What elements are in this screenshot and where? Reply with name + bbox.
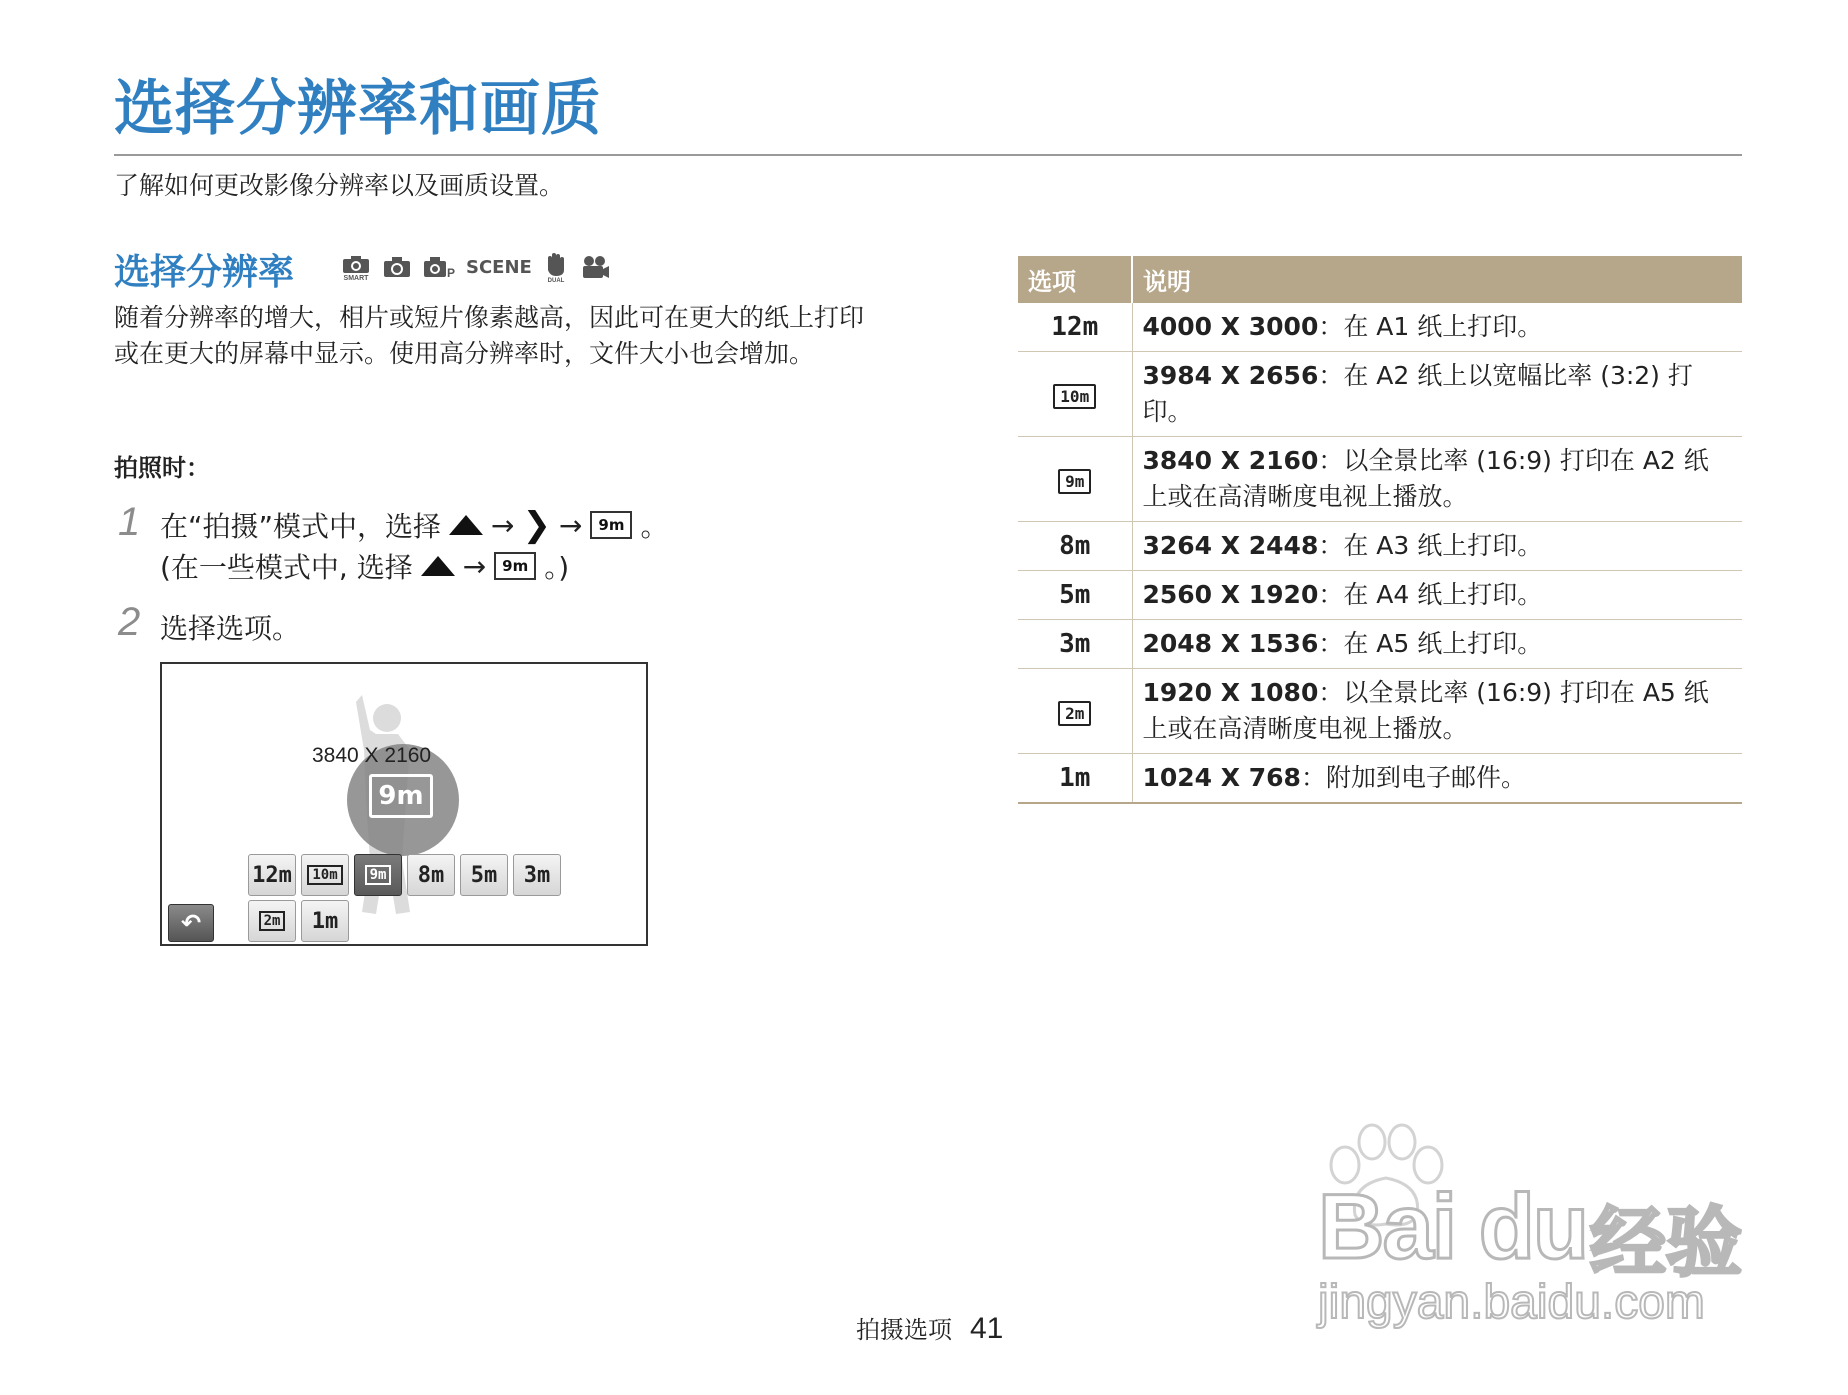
option-icon-cell (1018, 571, 1132, 620)
table-row (1018, 437, 1742, 522)
resolution-2m-icon: 2m (1058, 701, 1091, 726)
step-1-line-2 (160, 546, 569, 586)
resolution-value: 3840 X 2160 (1142, 446, 1319, 475)
option-description-cell (1132, 754, 1742, 804)
section-heading: 选择分辨率 (114, 252, 295, 293)
resolution-10m-label: 10m (307, 865, 342, 885)
page-title: 选择分辨率和画质 (114, 74, 602, 144)
smart-auto-icon (340, 252, 372, 282)
resolution-9m-label: 9m (365, 865, 392, 885)
step-2-text: 选择选项。 (160, 612, 301, 645)
title-divider (114, 154, 1742, 156)
step-1-number: 1 (118, 500, 141, 544)
resolution-value: 2048 X 1536 (1142, 629, 1319, 658)
option-icon-cell (1018, 754, 1132, 804)
table-row (1018, 669, 1742, 754)
resolution-9m-icon: 9m (590, 511, 632, 539)
resolution-3m-button[interactable]: 3m (513, 854, 561, 896)
option-icon-cell (1018, 352, 1132, 437)
option-description-cell (1132, 669, 1742, 754)
resolution-value: 1920 X 1080 (1142, 678, 1319, 707)
dual-is-icon (542, 252, 570, 282)
step-1-suffix: 。 (640, 510, 669, 543)
table-header-row (1018, 256, 1742, 303)
camera-icon (382, 252, 412, 282)
resolution-2m-button[interactable] (248, 900, 296, 942)
movie-icon (580, 252, 610, 282)
intro-paragraph: 随着分辨率的增大，相片或短片像素越高，因此可在更大的纸上打印或在更大的屏幕中显示。使用高分辨率时，文件大小也会增加。 (114, 303, 865, 368)
column-header-description: 说明 (1132, 256, 1742, 303)
step-1-note-suffix: 。) (544, 551, 570, 584)
resolution-description: ：在 A4 纸上打印。 (1318, 580, 1543, 609)
table-row (1018, 571, 1742, 620)
scene-mode-label: SCENE (466, 256, 532, 278)
option-icon-cell (1018, 437, 1132, 522)
right-arrow-icon: → (491, 508, 515, 542)
watermark-url: jingyan.baidu.com (1318, 1276, 1705, 1329)
resolution-10m-icon: 10m (1053, 384, 1096, 409)
resolution-2m-label: 2m (259, 911, 286, 931)
resolution-description: ：附加到电子邮件。 (1300, 763, 1526, 792)
resolution-description: ：在 A5 纸上打印。 (1318, 629, 1543, 658)
page-subtitle: 了解如何更改影像分辨率以及画质设置。 (114, 171, 565, 200)
page-number: 41 (970, 1312, 1004, 1345)
option-icon-cell (1018, 620, 1132, 669)
selected-resolution-icon: 9m (369, 774, 433, 818)
option-description-cell (1132, 571, 1742, 620)
table-row (1018, 754, 1742, 804)
up-arrow-icon (421, 556, 455, 576)
shooting-label: 拍照时： (114, 454, 210, 482)
up-arrow-icon (449, 515, 483, 535)
option-icon-cell (1018, 303, 1132, 352)
back-arrow-icon[interactable]: ↶ (168, 904, 214, 942)
resolution-description: ：以全景比率 (16:9) 打印在 A2 纸上或在高清晰度电视上播放。 (1142, 446, 1709, 511)
option-description-cell (1132, 437, 1742, 522)
resolution-3m-icon: 3m (1059, 629, 1091, 659)
resolution-options-table (1018, 256, 1742, 804)
resolution-12m-button[interactable]: 12m (248, 854, 296, 896)
watermark-cn: 经验 (1590, 1198, 1742, 1287)
resolution-description: ：在 A1 纸上打印。 (1318, 312, 1543, 341)
camera-screen-illustration (160, 662, 648, 946)
resolution-1m-icon: 1m (1059, 763, 1091, 793)
mode-icons (340, 252, 610, 282)
resolution-9m-button[interactable] (354, 854, 402, 896)
camera-resolution-text: 3840 X 2160 (312, 744, 432, 767)
watermark-brand: Bai du (1318, 1176, 1588, 1278)
resolution-value: 2560 X 1920 (1142, 580, 1319, 609)
resolution-value: 3984 X 2656 (1142, 361, 1319, 390)
chevron-right-icon: ❯ (522, 505, 551, 545)
step-1-note: (在一些模式中, 选择 (160, 551, 413, 584)
page-footer (856, 1310, 1003, 1346)
resolution-12m-icon: 12m (1051, 312, 1099, 342)
resolution-9m-icon: 9m (494, 552, 536, 580)
svg-text:P: P (446, 266, 456, 279)
resolution-description: ：在 A2 纸上以宽幅比率 (3:2) 打印。 (1142, 361, 1693, 426)
step-1-line-1 (160, 505, 668, 545)
footer-section-name: 拍摄选项 (856, 1316, 952, 1344)
table-row (1018, 352, 1742, 437)
resolution-value: 3264 X 2448 (1142, 531, 1319, 560)
resolution-9m-icon: 9m (1058, 469, 1091, 494)
option-description-cell (1132, 620, 1742, 669)
resolution-1m-button[interactable]: 1m (301, 900, 349, 942)
step-1-text: 在“拍摄”模式中，选择 (160, 510, 442, 543)
resolution-5m-icon: 5m (1059, 580, 1091, 610)
program-icon (422, 252, 456, 282)
resolution-8m-button[interactable]: 8m (407, 854, 455, 896)
table-row (1018, 522, 1742, 571)
column-header-option: 选项 (1018, 256, 1132, 303)
svg-text:SMART: SMART (343, 275, 369, 281)
resolution-value: 4000 X 3000 (1142, 312, 1319, 341)
resolution-8m-icon: 8m (1059, 531, 1091, 561)
option-icon-cell (1018, 669, 1132, 754)
resolution-5m-button[interactable]: 5m (460, 854, 508, 896)
right-arrow-icon: → (558, 508, 583, 542)
option-description-cell (1132, 352, 1742, 437)
option-description-cell (1132, 522, 1742, 571)
resolution-description: ：以全景比率 (16:9) 打印在 A5 纸上或在高清晰度电视上播放。 (1142, 678, 1709, 743)
right-arrow-icon: → (462, 549, 487, 583)
svg-text:DUAL: DUAL (547, 278, 565, 282)
step-2-number: 2 (118, 600, 141, 644)
option-icon-cell (1018, 522, 1132, 571)
table-row (1018, 620, 1742, 669)
resolution-10m-button[interactable] (301, 854, 349, 896)
resolution-value: 1024 X 768 (1142, 763, 1301, 792)
option-description-cell (1132, 303, 1742, 352)
resolution-description: ：在 A3 纸上打印。 (1318, 531, 1543, 560)
table-row (1018, 303, 1742, 352)
